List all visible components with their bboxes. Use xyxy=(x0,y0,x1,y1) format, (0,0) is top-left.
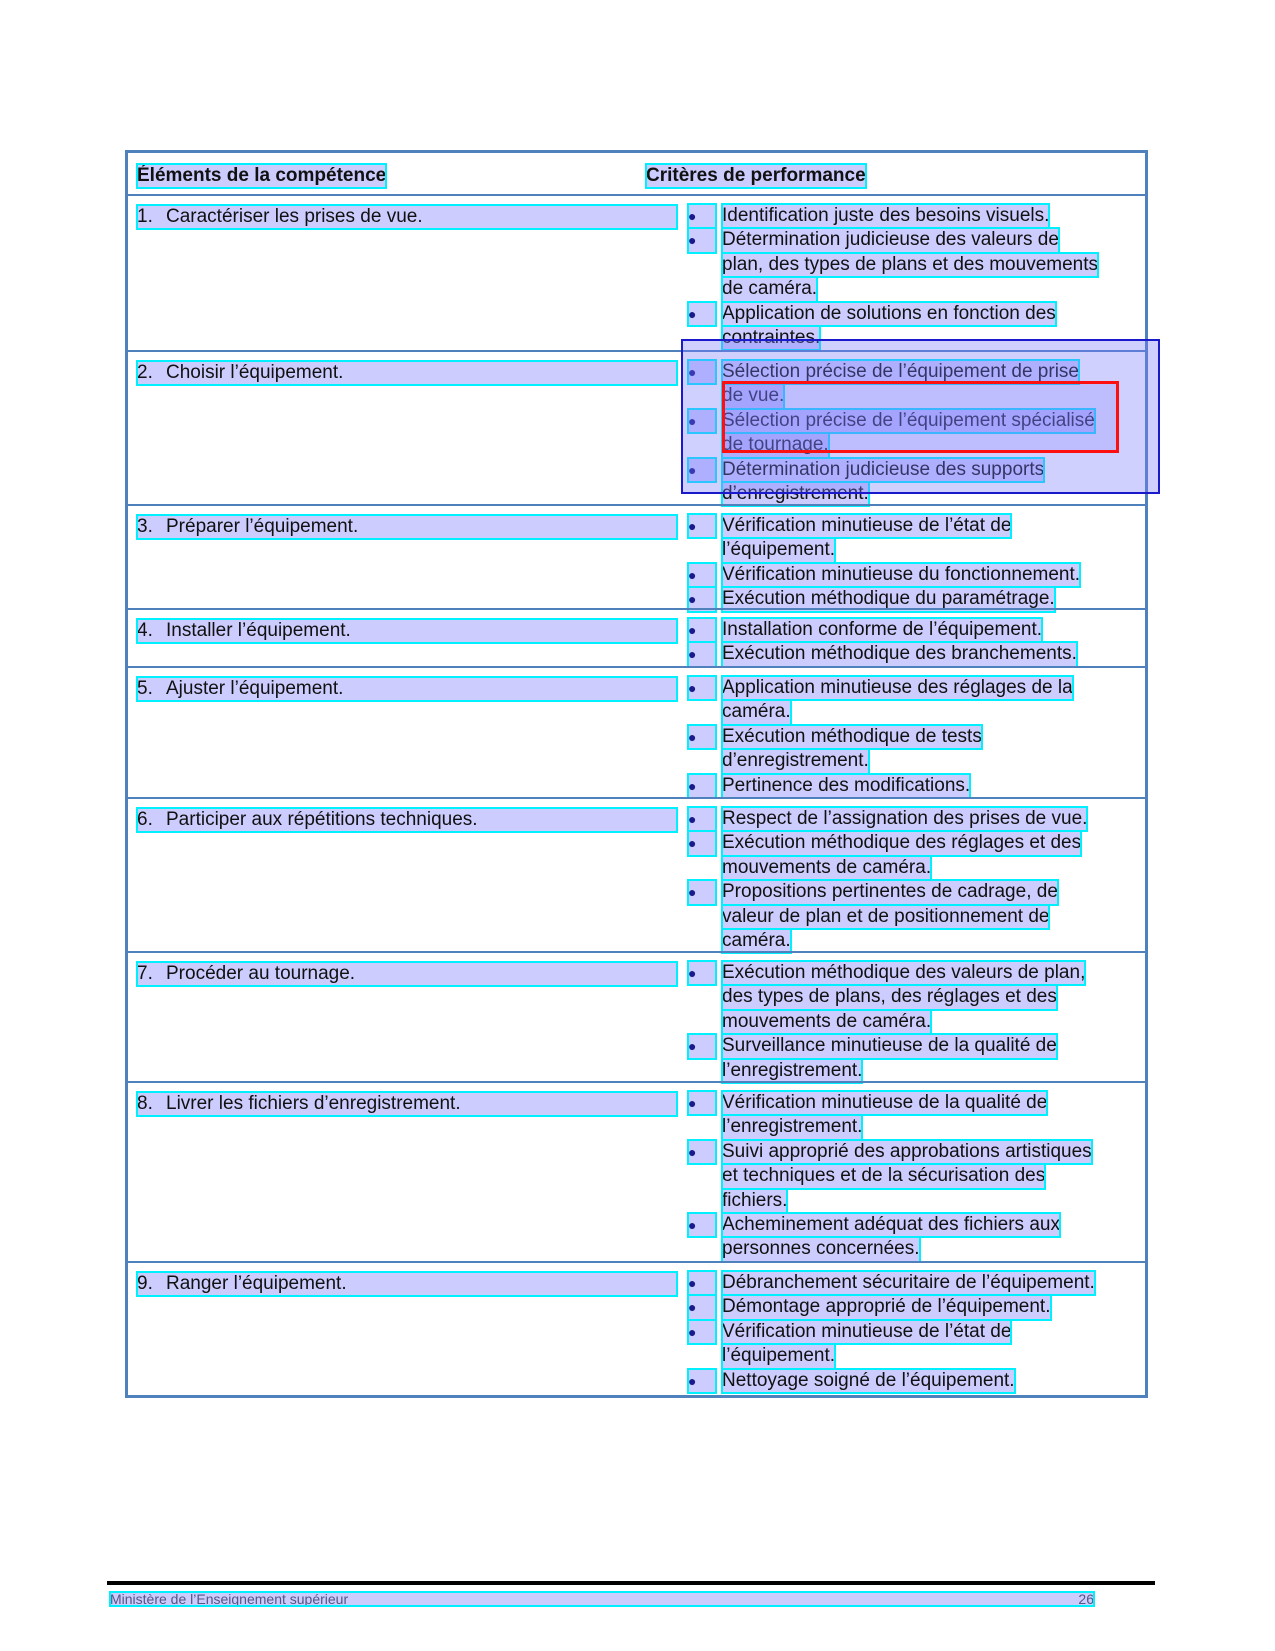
criteria-item xyxy=(684,807,1144,831)
criteria-line: Débranchement sécuritaire de l’équipement. xyxy=(722,1271,1095,1295)
highlight-box xyxy=(722,381,1119,453)
bullet-icon: ● xyxy=(688,1213,716,1237)
bullet-icon: ● xyxy=(688,1034,716,1058)
competence-element xyxy=(137,677,677,701)
criteria-item xyxy=(684,1295,1144,1319)
criteria-item xyxy=(684,774,1144,798)
criteria-line: Vérification minutieuse de l’état de xyxy=(722,514,1011,538)
bullet-icon: ● xyxy=(688,360,716,384)
criteria-line: Vérification minutieuse de la qualité de xyxy=(722,1091,1047,1115)
bullet-icon: ● xyxy=(688,774,716,798)
criteria-line: Suivi approprié des approbations artistiques xyxy=(722,1140,1092,1164)
criteria-line: caméra. xyxy=(722,929,791,953)
table-row xyxy=(128,666,1145,799)
header-elements: Éléments de la compétence xyxy=(137,165,387,186)
bullet-icon: ● xyxy=(688,458,716,482)
table-row xyxy=(128,1081,1145,1263)
criteria-item xyxy=(684,1369,1144,1393)
criteria-item xyxy=(684,725,1144,774)
bullet-icon: ● xyxy=(688,807,716,831)
criteria-item xyxy=(684,228,1144,301)
element-number: 9. xyxy=(137,1273,153,1294)
criteria-line: Détermination judicieuse des valeurs de xyxy=(722,228,1059,252)
competence-element xyxy=(137,361,677,385)
criteria-item xyxy=(684,1140,1144,1213)
page-footer xyxy=(110,1592,1094,1606)
criteria-line: Acheminement adéquat des fichiers aux xyxy=(722,1213,1060,1237)
element-text: Ranger l’équipement. xyxy=(166,1273,347,1294)
bullet-icon: ● xyxy=(688,1320,716,1344)
criteria-line: et techniques et de la sécurisation des xyxy=(722,1164,1045,1188)
element-number: 3. xyxy=(137,516,153,537)
bullet-icon: ● xyxy=(688,1295,716,1319)
table-row xyxy=(128,608,1145,668)
criteria-line: Exécution méthodique des branchements. xyxy=(722,642,1077,666)
criteria-line: de tournage. xyxy=(722,433,829,457)
criteria-line: d’enregistrement. xyxy=(722,482,869,506)
criteria-item xyxy=(684,204,1144,228)
criteria-line: Exécution méthodique de tests xyxy=(722,725,982,749)
bullet-icon: ● xyxy=(688,587,716,611)
element-text: Caractériser les prises de vue. xyxy=(166,206,423,227)
element-text: Livrer les fichiers d’enregistrement. xyxy=(166,1093,461,1114)
element-number: 2. xyxy=(137,362,153,383)
competence-element xyxy=(137,205,677,229)
bullet-icon: ● xyxy=(688,1369,716,1393)
criteria-list xyxy=(684,807,1144,953)
criteria-item xyxy=(684,563,1144,587)
criteria-line: Propositions pertinentes de cadrage, de xyxy=(722,880,1058,904)
criteria-line: d’enregistrement. xyxy=(722,749,869,773)
table-row xyxy=(128,194,1145,352)
element-text: Installer l’équipement. xyxy=(166,620,351,641)
criteria-line: Installation conforme de l’équipement. xyxy=(722,618,1042,642)
bullet-icon: ● xyxy=(688,563,716,587)
element-number: 6. xyxy=(137,809,153,830)
criteria-line: Sélection précise de l’équipement spécialisé xyxy=(722,409,1095,433)
criteria-item xyxy=(684,514,1144,563)
criteria-line: l’enregistrement. xyxy=(722,1115,862,1139)
criteria-line: Surveillance minutieuse de la qualité de xyxy=(722,1034,1057,1058)
table-row xyxy=(128,797,1145,953)
bullet-icon: ● xyxy=(688,302,716,326)
bullet-icon: ● xyxy=(688,642,716,666)
criteria-line: Vérification minutieuse de l’état de xyxy=(722,1320,1011,1344)
bullet-icon: ● xyxy=(688,880,716,904)
criteria-line: l’équipement. xyxy=(722,538,835,562)
bullet-icon: ● xyxy=(688,409,716,433)
criteria-line: Identification juste des besoins visuels. xyxy=(722,204,1049,228)
criteria-line: Respect de l’assignation des prises de vue. xyxy=(722,807,1087,831)
criteria-line: mouvements de caméra. xyxy=(722,856,931,880)
competence-element xyxy=(137,619,677,643)
competence-table xyxy=(125,150,1148,1398)
criteria-line: Démontage approprié de l’équipement. xyxy=(722,1295,1051,1319)
competence-element xyxy=(137,808,677,832)
criteria-line: caméra. xyxy=(722,700,791,724)
competence-element xyxy=(137,515,677,539)
criteria-line: l’enregistrement. xyxy=(722,1059,862,1083)
bullet-icon: ● xyxy=(688,514,716,538)
criteria-line: Vérification minutieuse du fonctionnement. xyxy=(722,563,1080,587)
criteria-line: fichiers. xyxy=(722,1189,787,1213)
criteria-item xyxy=(684,1271,1144,1295)
footer-ministry: Ministère de l’Enseignement supérieur xyxy=(110,1591,349,1607)
criteria-line: Exécution méthodique des réglages et des xyxy=(722,831,1081,855)
table-row xyxy=(128,504,1145,610)
criteria-line: de vue. xyxy=(722,384,784,408)
bullet-icon: ● xyxy=(688,1091,716,1115)
criteria-line: mouvements de caméra. xyxy=(722,1010,931,1034)
page-number: 26 xyxy=(1078,1591,1094,1607)
criteria-item xyxy=(684,831,1144,880)
table-row xyxy=(128,951,1145,1083)
element-number: 8. xyxy=(137,1093,153,1114)
element-number: 7. xyxy=(137,963,153,984)
criteria-line: contraintes. xyxy=(722,326,820,350)
bullet-icon: ● xyxy=(688,204,716,228)
criteria-item xyxy=(684,676,1144,725)
competence-element xyxy=(137,1272,677,1296)
criteria-line: Application minutieuse des réglages de la xyxy=(722,676,1073,700)
criteria-item xyxy=(684,1213,1144,1262)
competence-element xyxy=(137,962,677,986)
element-number: 1. xyxy=(137,206,153,227)
criteria-line: Exécution méthodique des valeurs de plan, xyxy=(722,961,1085,985)
criteria-list xyxy=(684,961,1144,1083)
bullet-icon: ● xyxy=(688,831,716,855)
criteria-item xyxy=(684,1034,1144,1083)
criteria-line: de caméra. xyxy=(722,277,817,301)
element-text: Choisir l’équipement. xyxy=(166,362,344,383)
criteria-line: Sélection précise de l’équipement de prise xyxy=(722,360,1079,384)
criteria-line: plan, des types de plans et des mouvements xyxy=(722,253,1098,277)
criteria-list xyxy=(684,1091,1144,1262)
element-number: 5. xyxy=(137,678,153,699)
element-number: 4. xyxy=(137,620,153,641)
criteria-item xyxy=(684,880,1144,953)
criteria-line: valeur de plan et de positionnement de xyxy=(722,905,1049,929)
element-text: Ajuster l’équipement. xyxy=(166,678,344,699)
criteria-line: Application de solutions en fonction des xyxy=(722,302,1056,326)
bullet-icon: ● xyxy=(688,1271,716,1295)
header-criteria: Critères de performance xyxy=(646,165,866,186)
criteria-item xyxy=(684,642,1144,666)
criteria-line: Pertinence des modifications. xyxy=(722,774,970,798)
element-text: Procéder au tournage. xyxy=(166,963,356,984)
criteria-item xyxy=(684,618,1144,642)
criteria-line: Nettoyage soigné de l’équipement. xyxy=(722,1369,1015,1393)
criteria-item xyxy=(684,1091,1144,1140)
criteria-line: personnes concernées. xyxy=(722,1237,920,1261)
criteria-item xyxy=(684,1320,1144,1369)
bullet-icon: ● xyxy=(688,961,716,985)
criteria-list xyxy=(684,1271,1144,1393)
criteria-list xyxy=(684,618,1144,667)
element-text: Participer aux répétitions techniques. xyxy=(166,809,478,830)
criteria-list xyxy=(684,204,1144,350)
footer-rule xyxy=(107,1581,1155,1585)
bullet-icon: ● xyxy=(688,676,716,700)
criteria-line: l’équipement. xyxy=(722,1344,835,1368)
criteria-list xyxy=(684,514,1144,612)
bullet-icon: ● xyxy=(688,725,716,749)
element-text: Préparer l’équipement. xyxy=(166,516,359,537)
criteria-list xyxy=(684,676,1144,798)
bullet-icon: ● xyxy=(688,618,716,642)
criteria-item xyxy=(684,961,1144,1034)
criteria-line: Exécution méthodique du paramétrage. xyxy=(722,587,1055,611)
competence-element xyxy=(137,1092,677,1116)
table-row xyxy=(128,1261,1145,1397)
criteria-line: des types de plans, des réglages et des xyxy=(722,985,1057,1009)
criteria-line: Détermination judicieuse des supports xyxy=(722,458,1044,482)
table-header-row xyxy=(128,153,1145,194)
bullet-icon: ● xyxy=(688,1140,716,1164)
bullet-icon: ● xyxy=(688,228,716,252)
